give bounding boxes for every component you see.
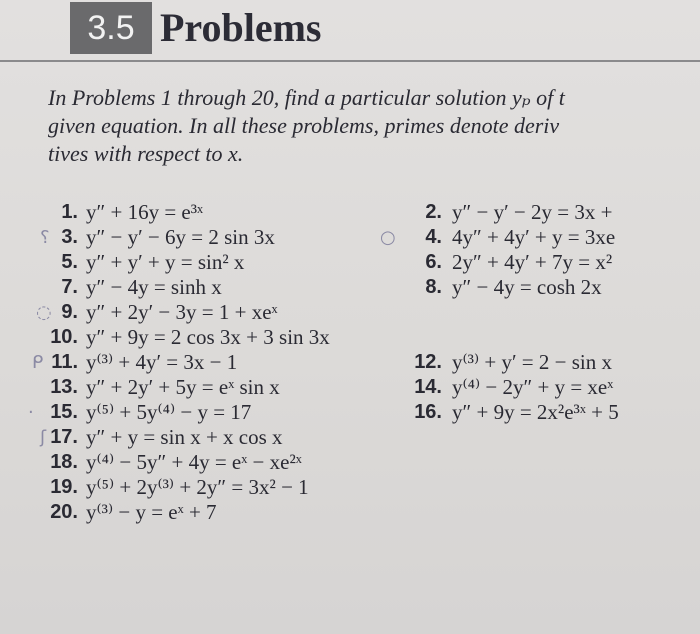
problem-number: 2. — [425, 201, 442, 223]
problem-equation: y″ − 4y = cosh 2x — [452, 275, 602, 299]
problem-number: 18. — [50, 451, 78, 473]
instructions-line-3: tives with respect to x. — [48, 141, 244, 166]
problem-number: 6. — [425, 251, 442, 273]
problem-list — [0, 200, 700, 525]
problem-row — [0, 375, 700, 400]
problem-equation: y⁽⁵⁾ + 2y⁽³⁾ + 2y″ = 3x² − 1 — [86, 475, 309, 499]
problem-row — [0, 450, 700, 475]
problem-equation: y⁽⁵⁾ + 5y⁽⁴⁾ − y = 17 — [86, 400, 252, 424]
problem-number: 3. — [61, 226, 78, 248]
problem-number: 11. — [51, 351, 78, 373]
problem-equation: y⁽⁴⁾ − 5y″ + 4y = eˣ − xe²ˣ — [86, 450, 302, 474]
section-header — [0, 0, 700, 62]
problem-equation: y″ + 9y = 2 cos 3x + 3 sin 3x — [86, 325, 330, 349]
problem-equation: y⁽³⁾ + y′ = 2 − sin x — [452, 350, 612, 374]
problem-equation: y″ + y′ + y = sin² x — [86, 250, 245, 274]
problem-row — [0, 250, 700, 275]
problem-equation: y″ − y′ − 6y = 2 sin 3x — [86, 225, 275, 249]
problem-row — [0, 300, 700, 325]
problem-number: 19. — [50, 476, 78, 498]
pencil-circle-icon: ○ — [380, 227, 396, 248]
problem-row — [0, 325, 700, 350]
problem-row — [0, 275, 700, 300]
problem-number: 1. — [61, 201, 78, 223]
problem-row — [0, 350, 700, 375]
problem-row — [0, 425, 700, 450]
section-title: Problems — [160, 5, 322, 50]
problem-number: 17. — [50, 426, 78, 448]
instructions — [48, 84, 700, 168]
problem-number: 13. — [50, 376, 78, 398]
pencil-mark-icon: ᑭ — [32, 352, 44, 373]
problem-equation: y″ + 2y′ + 5y = eˣ sin x — [86, 375, 280, 399]
problem-row — [0, 225, 700, 250]
instructions-line-2: given equation. In all these problems, primes denote deriv — [48, 113, 560, 138]
problem-equation: y⁽⁴⁾ − 2y″ + y = xeˣ — [452, 375, 614, 399]
problem-equation: 4y″ + 4y′ + y = 3xe — [452, 225, 616, 249]
problem-number: 15. — [50, 401, 78, 423]
problem-row — [0, 200, 700, 225]
problem-equation: y″ + 2y′ − 3y = 1 + xeˣ — [86, 300, 278, 324]
problem-number: 14. — [414, 376, 442, 398]
problem-row — [0, 400, 700, 425]
problem-number: 10. — [50, 326, 78, 348]
pencil-mark-icon: ⸮ — [40, 227, 50, 248]
pencil-circle-icon: ◌ — [36, 302, 52, 323]
problem-number: 16. — [414, 401, 442, 423]
problem-equation: y⁽³⁾ + 4y′ = 3x − 1 — [86, 350, 238, 374]
problem-row — [0, 475, 700, 500]
pencil-dot-icon: · — [28, 402, 34, 423]
problem-row — [0, 500, 700, 525]
problem-number: 9. — [61, 301, 78, 323]
problem-equation: y″ − 4y = sinh x — [86, 275, 222, 299]
problem-equation: 2y″ + 4y′ + 7y = x² — [452, 250, 613, 274]
problem-number: 12. — [414, 351, 442, 373]
problem-number: 4. — [425, 226, 442, 248]
section-number: 3.5 — [70, 2, 152, 54]
problem-number: 5. — [61, 251, 78, 273]
instructions-line-1: In Problems 1 through 20, find a particular solution yₚ of t — [48, 85, 565, 110]
problem-equation: y″ + y = sin x + x cos x — [86, 425, 283, 449]
problem-number: 20. — [50, 501, 78, 523]
pencil-mark-icon: ʃ — [40, 427, 47, 448]
problem-equation: y″ − y′ − 2y = 3x + — [452, 200, 613, 224]
problem-number: 7. — [61, 276, 78, 298]
problem-number: 8. — [425, 276, 442, 298]
problem-equation: y⁽³⁾ − y = eˣ + 7 — [86, 500, 217, 524]
problem-equation: y″ + 9y = 2x²e³ˣ + 5 — [452, 400, 619, 424]
problem-equation: y″ + 16y = e³ˣ — [86, 200, 204, 224]
